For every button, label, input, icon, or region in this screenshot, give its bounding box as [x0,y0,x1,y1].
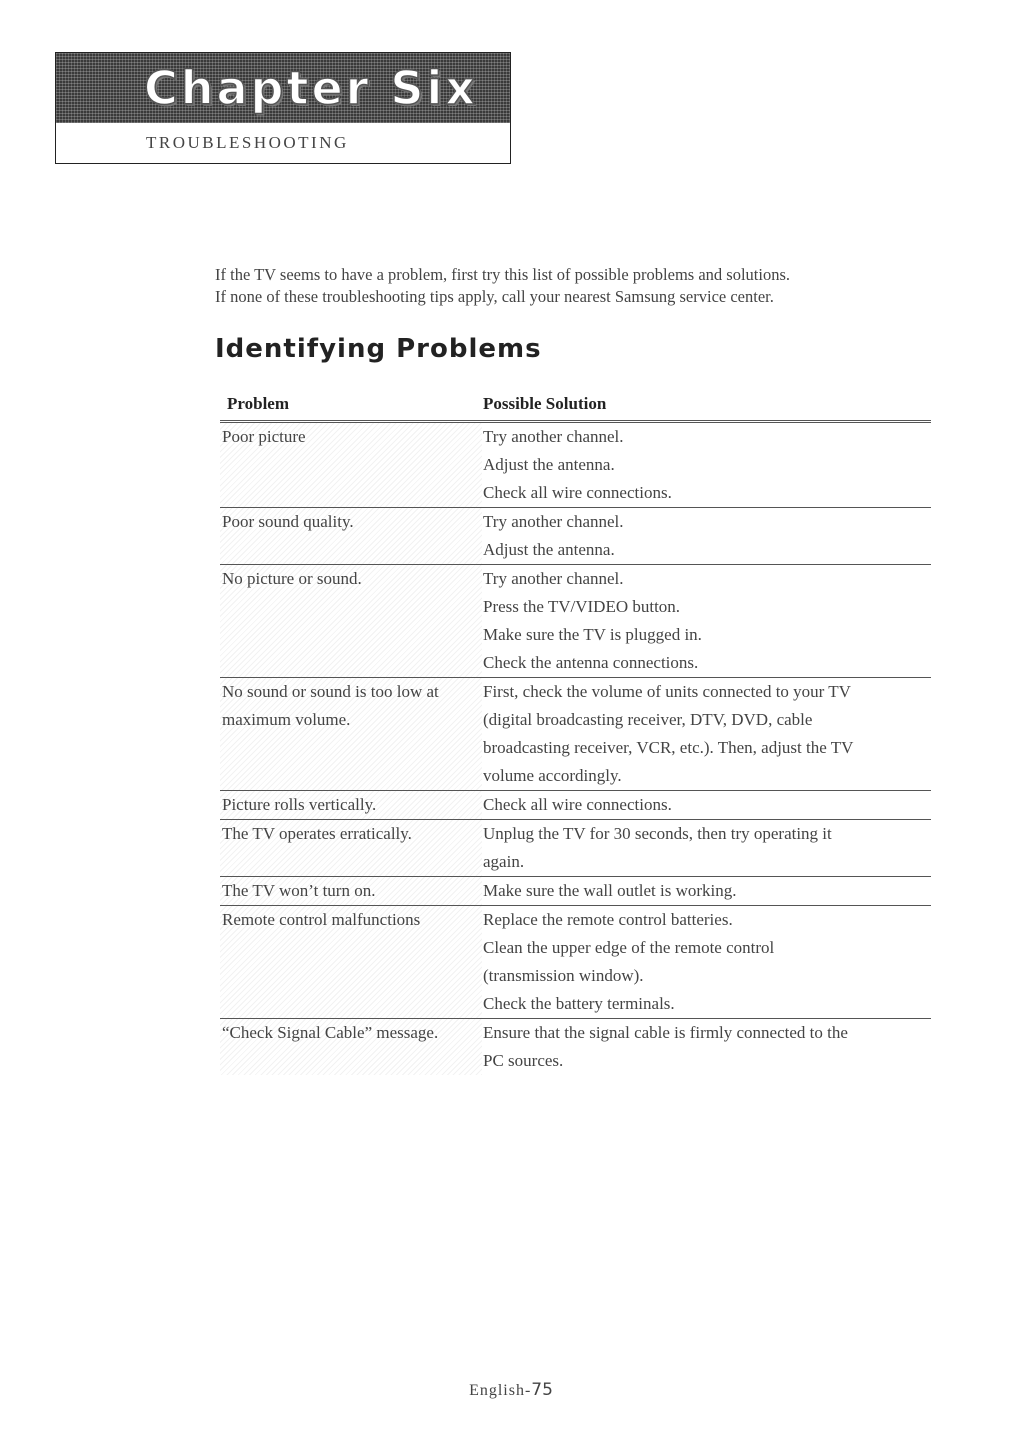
table-header [220,390,931,423]
header-solution: Possible Solution [483,394,607,413]
solution-line: Try another channel. [483,427,624,446]
solution-line: PC sources. [483,1051,564,1070]
solution-cell [482,423,931,507]
solution-line: Replace the remote control batteries. [483,910,733,929]
solution-cell [482,508,931,564]
solution-line: broadcasting receiver, VCR, etc.). Then, adjust the TV [483,738,854,757]
table-row [220,1019,931,1075]
table-row [220,820,931,877]
troubleshooting-table [220,390,931,1075]
page-number-value: 75 [531,1380,553,1400]
intro-line: If none of these troubleshooting tips apply, call your nearest Samsung service center. [215,287,774,306]
solution-line: Check all wire connections. [483,795,672,814]
problem-cell: Remote control malfunctions [220,906,482,1018]
problem-cell: Poor sound quality. [220,508,482,564]
solution-line: again. [483,852,525,871]
solution-line: Try another channel. [483,569,624,588]
solution-cell [482,877,931,905]
solution-line: Ensure that the signal cable is firmly connected to the [483,1023,848,1042]
intro-line: If the TV seems to have a problem, first try this list of possible problems and solutions. [215,265,790,284]
table-row [220,423,931,508]
solution-line: (digital broadcasting receiver, DTV, DVD, cable [483,710,813,729]
table-row [220,678,931,791]
problem-cell: “Check Signal Cable” message. [220,1019,482,1075]
header-problem: Problem [227,394,290,413]
solution-cell [482,791,931,819]
solution-line: Clean the upper edge of the remote control [483,938,775,957]
solution-line: Make sure the wall outlet is working. [483,881,737,900]
problem-cell: No picture or sound. [220,565,482,677]
page-label: English- [469,1382,532,1399]
solution-line: Unplug the TV for 30 seconds, then try operating it [483,824,832,843]
solution-cell [482,1019,931,1075]
solution-line: Check the battery terminals. [483,994,675,1013]
chapter-banner [56,53,510,123]
table-row [220,877,931,906]
table-row [220,906,931,1019]
solution-cell [482,820,931,876]
solution-line: Check the antenna connections. [483,653,699,672]
solution-line: volume accordingly. [483,766,622,785]
chapter-title: Chapter Six [144,61,478,115]
intro-paragraph [215,264,790,308]
table-row [220,565,931,678]
problem-cell: The TV operates erratically. [220,820,482,876]
solution-line: Adjust the antenna. [483,455,615,474]
solution-cell [482,906,931,1018]
solution-cell [482,565,931,677]
solution-line: Try another channel. [483,512,624,531]
problem-cell: Picture rolls vertically. [220,791,482,819]
solution-line: Make sure the TV is plugged in. [483,625,702,644]
solution-line: Press the TV/VIDEO button. [483,597,681,616]
solution-line: (transmission window). [483,966,644,985]
problem-cell: The TV won’t turn on. [220,877,482,905]
solution-line: Check all wire connections. [483,483,672,502]
page-number [0,1380,1022,1400]
problem-cell: Poor picture [220,423,482,507]
problem-cell: No sound or sound is too low at maximum volume. [220,678,482,790]
section-heading: Identifying Problems [215,334,542,364]
solution-cell [482,678,931,790]
chapter-subtitle: TROUBLESHOOTING [146,133,349,152]
solution-line: Adjust the antenna. [483,540,615,559]
chapter-header [55,52,511,164]
table-row [220,508,931,565]
solution-line: First, check the volume of units connected to your TV [483,682,851,701]
table-row [220,791,931,820]
